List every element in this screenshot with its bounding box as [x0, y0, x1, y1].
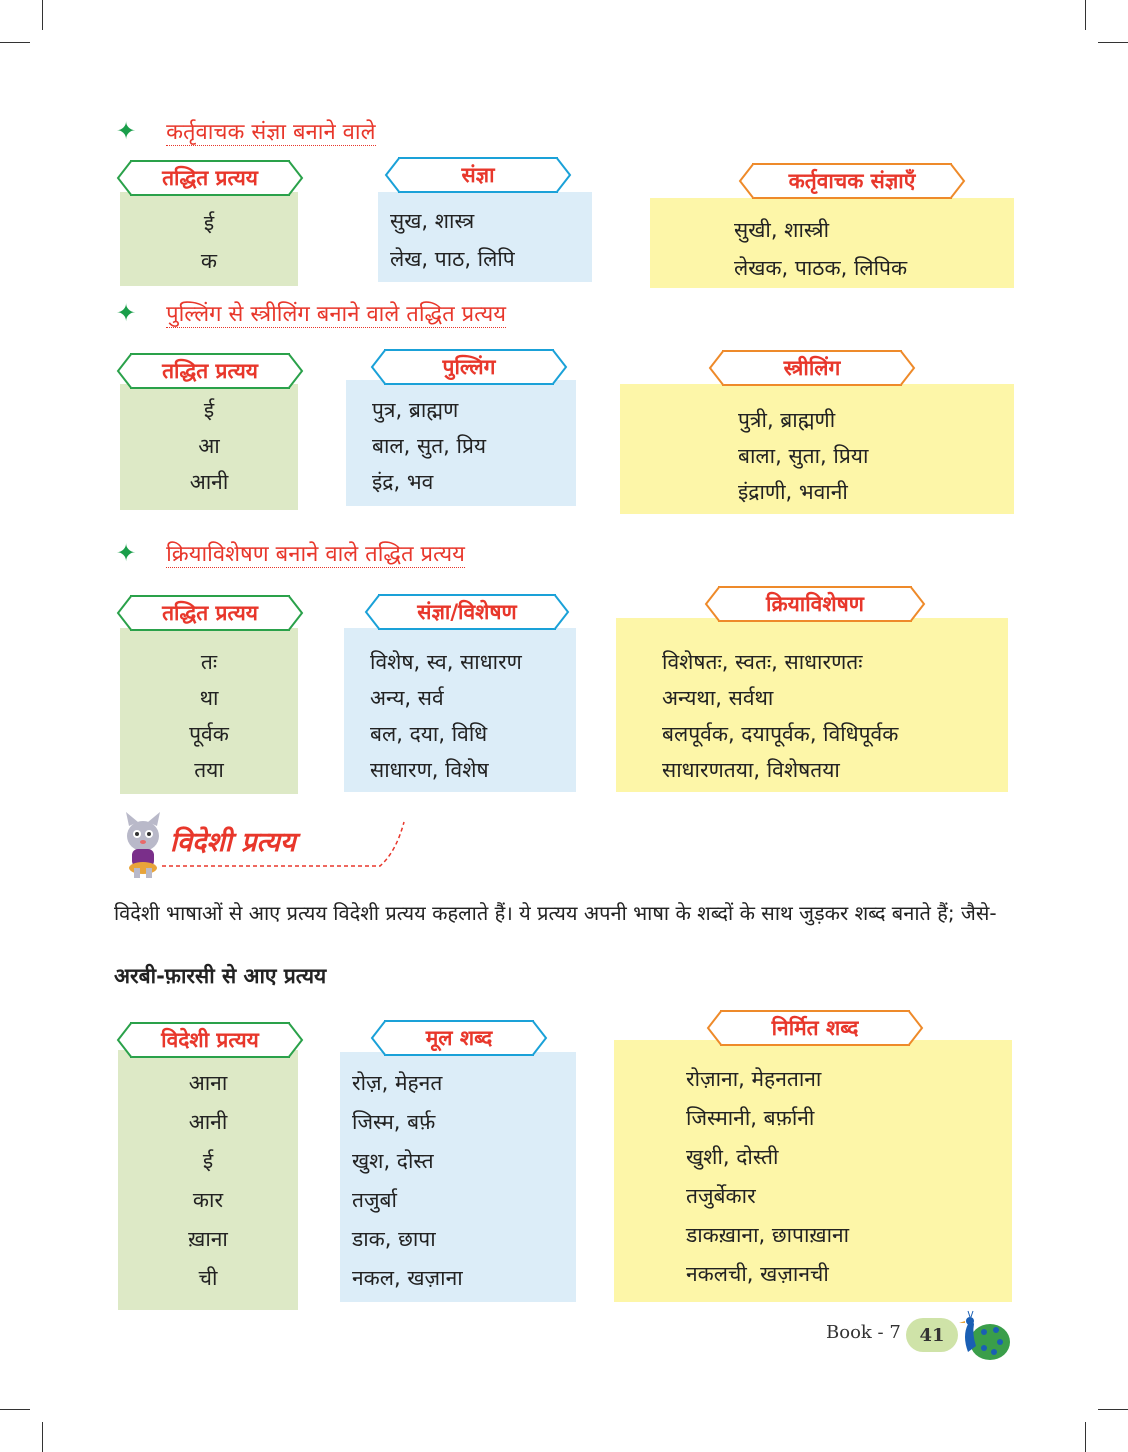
column-label: क्रियाविशेषण [718, 586, 912, 622]
star-bullet-icon: ✦ [116, 117, 137, 145]
label-cap-icon [364, 594, 380, 630]
arabic-persian-subheading: अरबी-फ़ारसी से आए प्रत्यय [114, 964, 327, 988]
result-list: पुत्री, ब्राह्मणी बाला, सुता, प्रिया इंद्राणी, भवानी [738, 408, 869, 504]
label-cap-icon [908, 1010, 924, 1046]
foreign-suffix-paragraph: विदेशी भाषाओं से आए प्रत्यय विदेशी प्रत्यय कहलाते हैं। ये प्रत्यय अपनी भाषा के शब्दों के साथ जुड़कर शब्द बनाते हैं; जैसे- [114, 901, 997, 925]
base-word-list: विशेष, स्व, साधारण अन्य, सर्व बल, दया, विधि साधारण, विशेष [370, 650, 522, 782]
star-bullet-icon: ✦ [116, 299, 137, 327]
label-cap-icon [288, 1022, 304, 1058]
label-cap-icon [116, 353, 132, 389]
label-cap-icon [704, 586, 720, 622]
peacock-icon [954, 1308, 1012, 1366]
column-label: मूल शब्द [384, 1020, 534, 1056]
label-cap-icon [900, 350, 916, 386]
crop-mark [1085, 1422, 1086, 1452]
column-label: तद्धित प्रत्यय [130, 595, 290, 631]
column-label: संज्ञा [398, 157, 558, 193]
base-word-list: पुत्र, ब्राह्मण बाल, सुत, प्रिय इंद्र, भव [372, 398, 487, 494]
label-cap-icon [738, 163, 754, 199]
label-cap-icon [706, 1010, 722, 1046]
label-cap-icon [288, 353, 304, 389]
title-underline [160, 818, 410, 870]
label-cap-icon [950, 163, 966, 199]
label-cap-icon [552, 349, 568, 385]
section-heading: ✦ पुल्लिंग से स्त्रीलिंग बनाने वाले तद्धित प्रत्यय [116, 299, 507, 327]
label-cap-icon [116, 1022, 132, 1058]
crop-mark [1098, 1409, 1128, 1410]
suffix-list: आना आनी ई कार ख़ाना ची [188, 1071, 228, 1290]
column-label: पुल्लिंग [384, 349, 554, 385]
crop-mark [1098, 42, 1128, 43]
column-label: स्त्रीलिंग [722, 350, 902, 386]
crop-mark [42, 0, 43, 30]
section-heading: ✦ कर्तृवाचक संज्ञा बनाने वाले [116, 117, 376, 145]
crop-mark [0, 1409, 30, 1410]
result-list: विशेषतः, स्वतः, साधारणतः अन्यथा, सर्वथा बलपूर्वक, दयापूर्वक, विधिपूर्वक साधारणतया, विशेषतया [662, 650, 899, 782]
column-label: तद्धित प्रत्यय [130, 160, 290, 196]
crop-mark [1085, 0, 1086, 30]
crop-mark [42, 1422, 43, 1452]
label-cap-icon [116, 595, 132, 631]
foreign-suffix-title: विदेशी प्रत्यय [170, 827, 296, 858]
label-cap-icon [116, 160, 132, 196]
label-cap-icon [288, 160, 304, 196]
label-cap-icon [532, 1020, 548, 1056]
star-bullet-icon: ✦ [116, 539, 137, 567]
result-list: रोज़ाना, मेहनताना जिस्मानी, बर्फ़ानी खुशी, दोस्ती तजुर्बेकार डाकख़ाना, छापाख़ाना नकलची, खज़ानची [686, 1067, 850, 1286]
result-list: सुखी, शास्त्री लेखक, पाठक, लिपिक [734, 218, 908, 280]
column-label: संज्ञा/विशेषण [378, 594, 556, 630]
label-cap-icon [556, 157, 572, 193]
label-cap-icon [910, 586, 926, 622]
suffix-list: ई आ आनी [189, 398, 229, 494]
section-heading: ✦ क्रियाविशेषण बनाने वाले तद्धित प्रत्यय [116, 539, 465, 567]
label-cap-icon [384, 157, 400, 193]
column-label: तद्धित प्रत्यय [130, 353, 290, 389]
label-cap-icon [370, 349, 386, 385]
label-cap-icon [708, 350, 724, 386]
base-word-list: रोज़, मेहनत जिस्म, बर्फ़ खुश, दोस्त तजुर्बा डाक, छापा नकल, खज़ाना [352, 1071, 463, 1290]
book-label: Book - 7 [826, 1322, 901, 1343]
column-label: निर्मित शब्द [720, 1010, 910, 1046]
suffix-list: तः था पूर्वक तया [189, 650, 229, 782]
label-cap-icon [554, 594, 570, 630]
base-word-list: सुख, शास्त्र लेख, पाठ, लिपि [390, 209, 515, 271]
page-number: 41 [906, 1318, 958, 1352]
column-label: विदेशी प्रत्यय [130, 1022, 290, 1058]
crop-mark [0, 42, 30, 43]
label-cap-icon [288, 595, 304, 631]
column-label: कर्तृवाचक संज्ञाएँ [752, 163, 952, 199]
label-cap-icon [370, 1020, 386, 1056]
suffix-list: ई क [200, 211, 218, 273]
